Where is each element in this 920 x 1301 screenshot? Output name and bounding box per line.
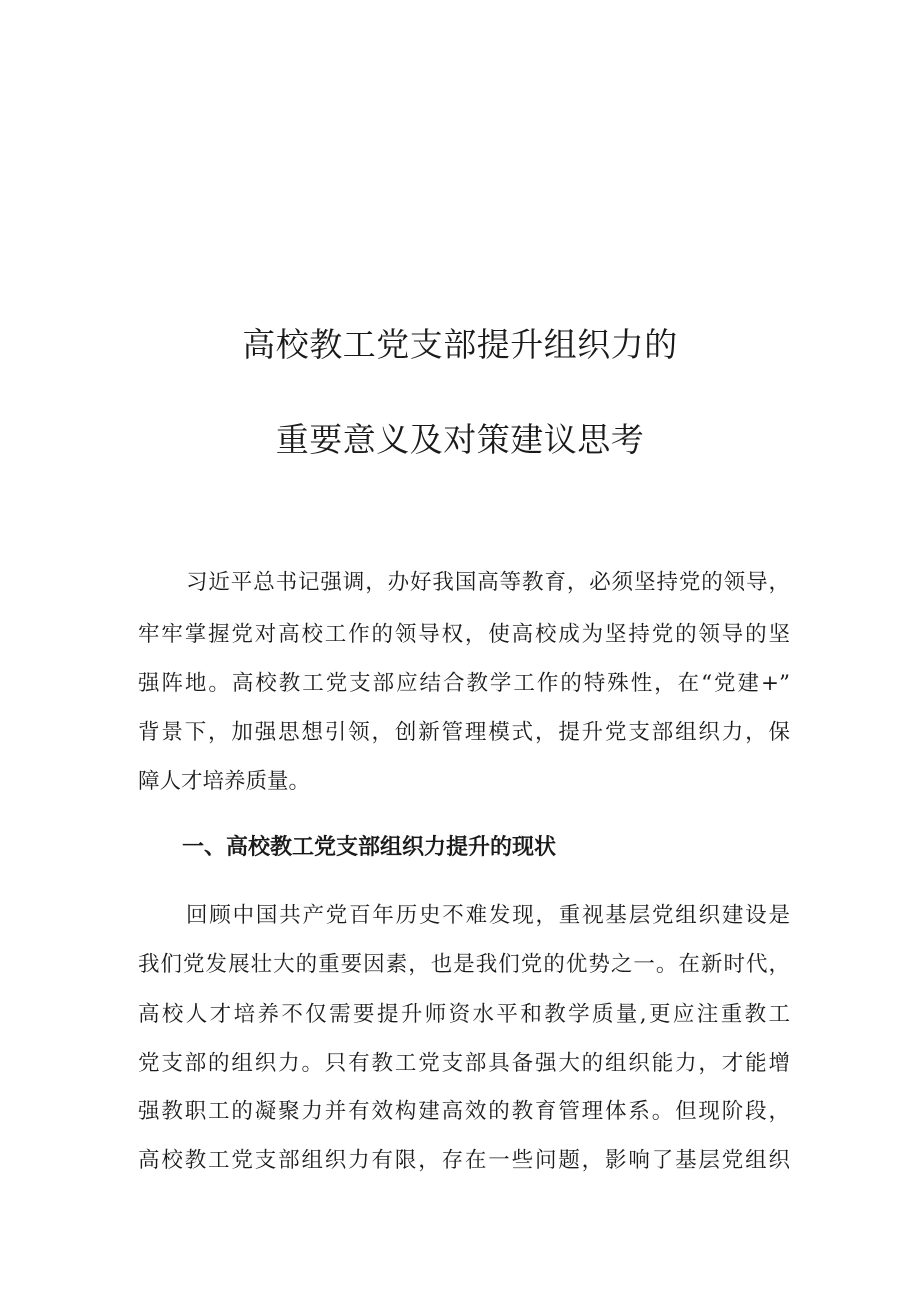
document-title-line-1: 高校教工党支部提升组织力的 (242, 325, 678, 364)
paragraph-1-line-1: 习近平总书记强调，办好我国高等教育，必须坚持党的领导， (186, 570, 790, 595)
paragraph-1-line-5: 障人才培养质量。 (138, 769, 311, 794)
section-1-heading: 一、高校教工党支部组织力提升的现状 (182, 835, 557, 860)
paragraph-2-line-3: 高校人才培养不仅需要提升师资水平和教学质量,更应注重教工 (138, 1002, 790, 1027)
paragraph-1-line-4: 背景下，加强思想引领，创新管理模式，提升党支部组织力，保 (138, 720, 790, 745)
paragraph-2-line-4: 党支部的组织力。只有教工党支部具备强大的组织能力，才能增 (138, 1051, 790, 1076)
document-title-line-2: 重要意义及对策建议思考 (275, 420, 645, 459)
paragraph-2-line-1: 回顾中国共产党百年历史不难发现，重视基层党组织建设是 (186, 903, 790, 928)
paragraph-2-line-5: 强教职工的凝聚力并有效构建高效的教育管理体系。但现阶段， (138, 1099, 790, 1124)
paragraph-1-line-2: 牢牢掌握党对高校工作的领导权，使高校成为坚持党的领导的坚 (138, 622, 790, 647)
paragraph-2-line-2: 我们党发展壮大的重要因素，也是我们党的优势之一。在新时代， (138, 952, 790, 977)
paragraph-2-line-6: 高校教工党支部组织力有限，存在一些问题，影响了基层党组织 (138, 1148, 790, 1173)
paragraph-1-line-3: 强阵地。高校教工党支部应结合教学工作的特殊性，在“党建+” (138, 671, 790, 696)
